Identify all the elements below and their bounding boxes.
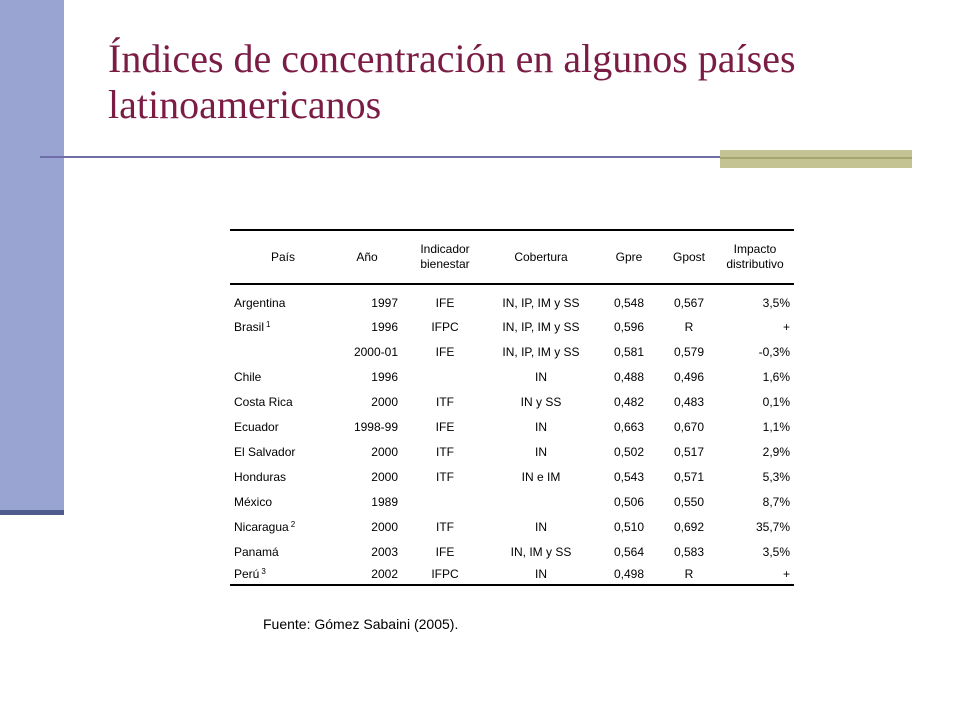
cell-cobertura: IN — [535, 369, 547, 384]
cell-indicador: ITF — [436, 519, 454, 534]
cell-gpre: 0,506 — [613, 494, 645, 509]
cell-indicador — [406, 489, 484, 514]
cell-gpre: 0,564 — [613, 544, 645, 559]
divider-accent-line — [720, 157, 912, 159]
slide-title: Índices de concentración en algunos países latinoamericanos — [108, 36, 796, 127]
table-row — [230, 389, 794, 414]
cell-gpost: R — [684, 319, 694, 334]
cell-gpost: 0,692 — [673, 519, 705, 534]
cell-indicador: ITF — [436, 444, 454, 459]
cell-gpost: 0,670 — [673, 419, 705, 434]
cell-gpre: 0,543 — [613, 469, 645, 484]
cell-gpre: 0,510 — [613, 519, 645, 534]
cell-cobertura — [484, 489, 598, 514]
table-row — [230, 514, 794, 539]
cell-impacto: + — [718, 564, 794, 585]
cell-impacto: 8,7% — [762, 494, 790, 509]
table-row — [230, 464, 794, 489]
cell-impacto: 3,5% — [762, 544, 790, 559]
cell-indicador: IFE — [435, 544, 455, 559]
cell-gpost: R — [660, 564, 718, 585]
footnote-marker: 3 — [261, 567, 266, 576]
header-cobertura: Cobertura — [484, 230, 598, 284]
cell-impacto: 1,6% — [762, 369, 790, 384]
cell-anio: 2000-01 — [353, 344, 398, 359]
cell-anio: 1996 — [371, 369, 398, 384]
cell-anio: 1996 — [371, 319, 398, 334]
country-name: El Salvador — [234, 444, 296, 459]
cell-pais — [230, 439, 334, 464]
cell-gpre: 0,488 — [613, 369, 645, 384]
cell-pais — [230, 514, 334, 539]
cell-gpost: 0,583 — [673, 544, 705, 559]
cell-anio: 2002 — [334, 564, 406, 585]
cell-impacto: 1,1% — [762, 419, 790, 434]
cell-gpost: 0,550 — [673, 494, 705, 509]
cell-gpre: 0,548 — [613, 296, 645, 310]
table-row — [230, 564, 794, 585]
cell-pais — [230, 284, 334, 314]
country-name: México — [234, 494, 273, 509]
country-name: Chile — [234, 369, 262, 384]
table-row — [230, 539, 794, 564]
cell-pais — [230, 539, 334, 564]
cell-anio: 1997 — [371, 296, 398, 310]
cell-gpre: 0,502 — [613, 444, 645, 459]
cell-cobertura: IN — [535, 419, 547, 434]
source-note: Fuente: Gómez Sabaini (2005). — [263, 616, 459, 632]
header-gpost: Gpost — [660, 230, 718, 284]
footnote-marker: 1 — [266, 319, 271, 329]
country-name: Ecuador — [234, 419, 279, 434]
cell-cobertura: IN — [535, 444, 547, 459]
cell-cobertura: IN, IM y SS — [510, 544, 572, 559]
header-impacto: Impacto distributivo — [718, 230, 794, 284]
cell-impacto: 0,1% — [762, 394, 790, 409]
table-row — [230, 489, 794, 514]
cell-pais — [230, 339, 334, 364]
cell-pais — [230, 414, 334, 439]
cell-impacto: + — [782, 319, 790, 334]
cell-gpost: 0,579 — [673, 344, 705, 359]
cell-anio: 2000 — [371, 394, 398, 409]
table-row — [230, 439, 794, 464]
table-row — [230, 364, 794, 389]
country-name: Costa Rica — [234, 394, 293, 409]
cell-gpre: 0,596 — [613, 319, 645, 334]
cell-anio: 2000 — [371, 469, 398, 484]
cell-indicador: IFE — [435, 419, 455, 434]
cell-cobertura: IN y SS — [520, 394, 562, 409]
cell-anio: 2000 — [371, 519, 398, 534]
cell-pais — [230, 564, 334, 585]
cell-indicador: IFPC — [431, 319, 459, 334]
cell-gpre: 0,663 — [613, 419, 645, 434]
country-name: Perú — [234, 567, 260, 581]
country-name: Nicaragua — [234, 519, 289, 534]
cell-pais — [230, 314, 334, 339]
cell-indicador: IFE — [435, 344, 455, 359]
cell-impacto: -0,3% — [758, 344, 790, 359]
footnote-marker: 2 — [290, 519, 296, 529]
cell-anio: 2003 — [371, 544, 398, 559]
cell-impacto: 2,9% — [762, 444, 790, 459]
cell-indicador — [406, 364, 484, 389]
country-name: Panamá — [234, 544, 279, 559]
cell-gpre: 0,482 — [613, 394, 645, 409]
cell-gpost: 0,496 — [673, 369, 705, 384]
header-indicador: Indicador bienestar — [406, 230, 484, 284]
concentration-table — [230, 229, 794, 586]
cell-pais — [230, 389, 334, 414]
table-row — [230, 414, 794, 439]
cell-cobertura: IN — [535, 519, 547, 534]
table-row — [230, 284, 794, 314]
cell-indicador: IFE — [435, 296, 455, 310]
cell-cobertura: IN, IP, IM y SS — [502, 296, 580, 310]
cell-indicador: ITF — [436, 469, 454, 484]
cell-gpost: 0,571 — [673, 469, 705, 484]
cell-impacto: 3,5% — [762, 296, 790, 310]
table-header-row — [230, 230, 794, 284]
cell-pais — [230, 489, 334, 514]
sidebar-accent-edge — [0, 510, 64, 515]
cell-cobertura: IN, IP, IM y SS — [502, 344, 580, 359]
cell-anio: 1998-99 — [353, 419, 398, 434]
table-body — [230, 284, 794, 585]
cell-gpost: 0,517 — [673, 444, 705, 459]
country-name: Argentina — [234, 296, 286, 310]
table-row — [230, 314, 794, 339]
country-name: Honduras — [234, 469, 287, 484]
cell-cobertura: IN — [484, 564, 598, 585]
table-row — [230, 339, 794, 364]
cell-cobertura: IN e IM — [521, 469, 561, 484]
cell-indicador: ITF — [436, 394, 454, 409]
header-pais: País — [230, 230, 334, 284]
cell-anio: 1989 — [371, 494, 398, 509]
cell-anio: 2000 — [371, 444, 398, 459]
cell-gpost: 0,483 — [673, 394, 705, 409]
cell-gpre: 0,498 — [598, 564, 660, 585]
cell-pais — [230, 364, 334, 389]
cell-cobertura: IN, IP, IM y SS — [502, 319, 580, 334]
country-name: Brasil — [234, 319, 265, 334]
cell-impacto: 5,3% — [762, 469, 790, 484]
cell-pais — [230, 464, 334, 489]
cell-indicador: IFPC — [406, 564, 484, 585]
sidebar-accent-bar — [0, 0, 64, 512]
header-gpre: Gpre — [598, 230, 660, 284]
divider-accent-block — [720, 150, 912, 168]
header-anio: Año — [334, 230, 406, 284]
cell-gpost: 0,567 — [673, 296, 705, 310]
cell-gpre: 0,581 — [613, 344, 645, 359]
cell-impacto: 35,7% — [755, 519, 790, 534]
